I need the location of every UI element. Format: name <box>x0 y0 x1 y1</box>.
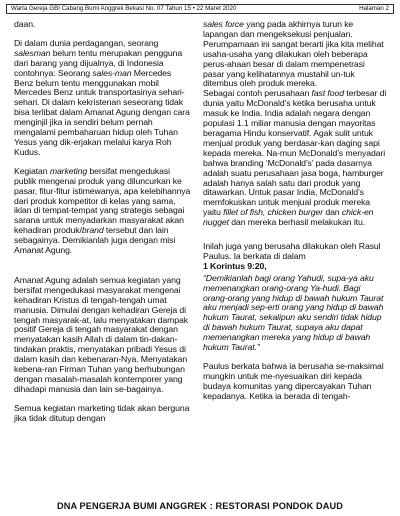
italic-term: sales-man <box>92 67 132 78</box>
paragraph-text: Inilah juga yang berusaha dilakukan oleh Rasul Paulus. Ia berkata di dalam <box>203 241 381 261</box>
right-column <box>203 20 387 411</box>
paragraph-text: Sebagai contoh perusahaan <box>203 88 312 99</box>
paragraph-text: daan. <box>14 19 36 29</box>
italic-term: fillet of fish, chicken burger <box>223 207 324 218</box>
paragraph-text: dan <box>323 207 342 218</box>
paragraph-text: terbesar di dunia yaitu McDonald’s ketika berusaha untuk masuk ke India. India adalah negara dengan populasi 1.1 miliar manusia dengan mayoritas beragama Hindu konservatif. Agak sulit untuk menjual produk yang berdasar-kan daging sapi kepada mereka. Na-mun McDonald’s menyadari bahwa branding ‘McDonald’s’ pada dasarnya adalah suatu perusahaan jasa boga, hamburger adalah hanya salah satu dari produk yang ditawarkan. Untuk pasar India, McDonald’s memfokuskan untuk menjual produk mereka yaitu <box>203 88 387 218</box>
paragraph-paulus <box>203 242 387 272</box>
paragraph-text: tersebut dan lain sebagainya. Demikianlah juga dengan misi Amanat Agung. <box>14 225 176 256</box>
quote-text: “Demikianlah bagi orang Yahudi, supa-ya aku memenangkan orang-orang Ya-hudi. Bagi orang-orang yang hidup di bawah hukum Taurat aku menjadi sep-erti orang yang hidup di bawah hukum Taurat, sekalipun aku sendiri tidak hidup di bawah hukum Taurat, supaya aku dapat memenangkan mereka yang hidup di bawah hukum Taurat.” <box>203 272 384 353</box>
paragraph-text: Paulus berkata bahwa ia berusaha se-maksimal mungkin untuk me-nyesuaikan diri kepada budaya komunitas yang dipercayakan Tuhan kepadanya. Ketika ia berada di tengah- <box>203 361 384 401</box>
italic-term: marketing <box>49 165 88 176</box>
paragraph-paulus-adapt <box>203 362 387 402</box>
left-column <box>14 20 192 433</box>
italic-term: brand <box>81 225 104 236</box>
italic-term: sales force <box>203 19 244 29</box>
page-header <box>6 4 394 14</box>
paragraph-text: dan mereka berhasil melakukan itu. <box>228 217 366 228</box>
paragraph-amanat-agung <box>14 276 192 395</box>
paragraph-mcdonalds <box>203 89 387 228</box>
page-footer: DNA PENGERJA BUMI ANGGREK : RESTORASI PONDOK DAUD <box>57 501 343 511</box>
italic-term: salesman <box>14 47 51 58</box>
paragraph-marketing <box>14 167 192 256</box>
header-publication-info: Warta Gereja GBI Cabang Bumi Anggrek Bekasi No. 07 Tahun 15 • 22 Maret 2020 <box>11 5 237 12</box>
bible-reference: 1 Korintus 9:20, <box>203 260 267 271</box>
italic-term: fast food <box>311 88 344 99</box>
paragraph-closing <box>14 404 192 424</box>
scripture-quote <box>203 274 387 353</box>
header-page-number: Halaman 2 <box>359 5 389 12</box>
paragraph-text: bersifat mengedukasi publik mengenai produk yang diluncurkan ke pasar, fitur-fitur istimewanya, apa kelebihannya dari produk kompetitor di kelas yang sama, iklan di tempat-tempat yang strategis sebagai sarana untuk menyadarkan masyarakat akan kehadiran produk/ <box>14 165 191 236</box>
italic-term: chick-en nugget <box>203 207 374 228</box>
paragraph-sales-force <box>203 20 387 89</box>
paragraph-continuation <box>14 20 192 30</box>
paragraph-text: belum tentu merupakan pengguna dari barang yang dijualnya, di Indonesia contohnya: Seorang <box>14 47 183 78</box>
paragraph-text: yang pada akhirnya turun ke lapangan dan mengeksekusi penjualan. Perumpamaan ini sangat berarti jika kita melihat usaha-usaha yang dilakukan oleh beberapa perus-ahaan besar di dalam mempenetrasi pasar yang kelihatannya mustahil un-tuk ditembus oleh produk mereka. <box>203 19 384 89</box>
paragraph-text: Kegiatan <box>14 165 50 176</box>
paragraph-text: Semua kegiatan marketing tidak akan berguna jika tidak ditutup dengan <box>14 402 190 423</box>
paragraph-text: Mercedes Benz belum tentu menggunakan mobil Mercedes Benz untuk transportasinya sehari-sehari. Di dalam kekristenan seseorang tidak bisa terlibat dalam Amanat Agung dengan cara menginjil jika ia sendiri belum pernah mengalami pembaharuan hidup oleh Tuhan Yesus yang dik-erjakan melalui karya Roh Kudus. <box>14 67 190 157</box>
paragraph-text: Di dalam dunia perdagangan, seorang <box>14 37 159 48</box>
paragraph-salesman <box>14 39 192 158</box>
paragraph-text: Amanat Agung adalah semua kegiatan yang bersifat mengedukasi masyarakat mengenai kehadiran Kristus di tengah-tengah umat manusia. Dimulai dengan kehadiran Gereja di tengah masyarak-at, lalu menyatakan dampak positif Gereja di tengah masyarakat dengan menyatakan kasih Allah di dalam tin-dakan-tindakan praktis, menyatakan pribadi Yesus di dalam kasih dan kebenaran-Nya. Menyatakan kebena-ran Firman Tuhan yang berhubungan dengan masalah-masalah kontemporer yang dihadapi manusia dan lain se-bagainya. <box>14 274 188 394</box>
